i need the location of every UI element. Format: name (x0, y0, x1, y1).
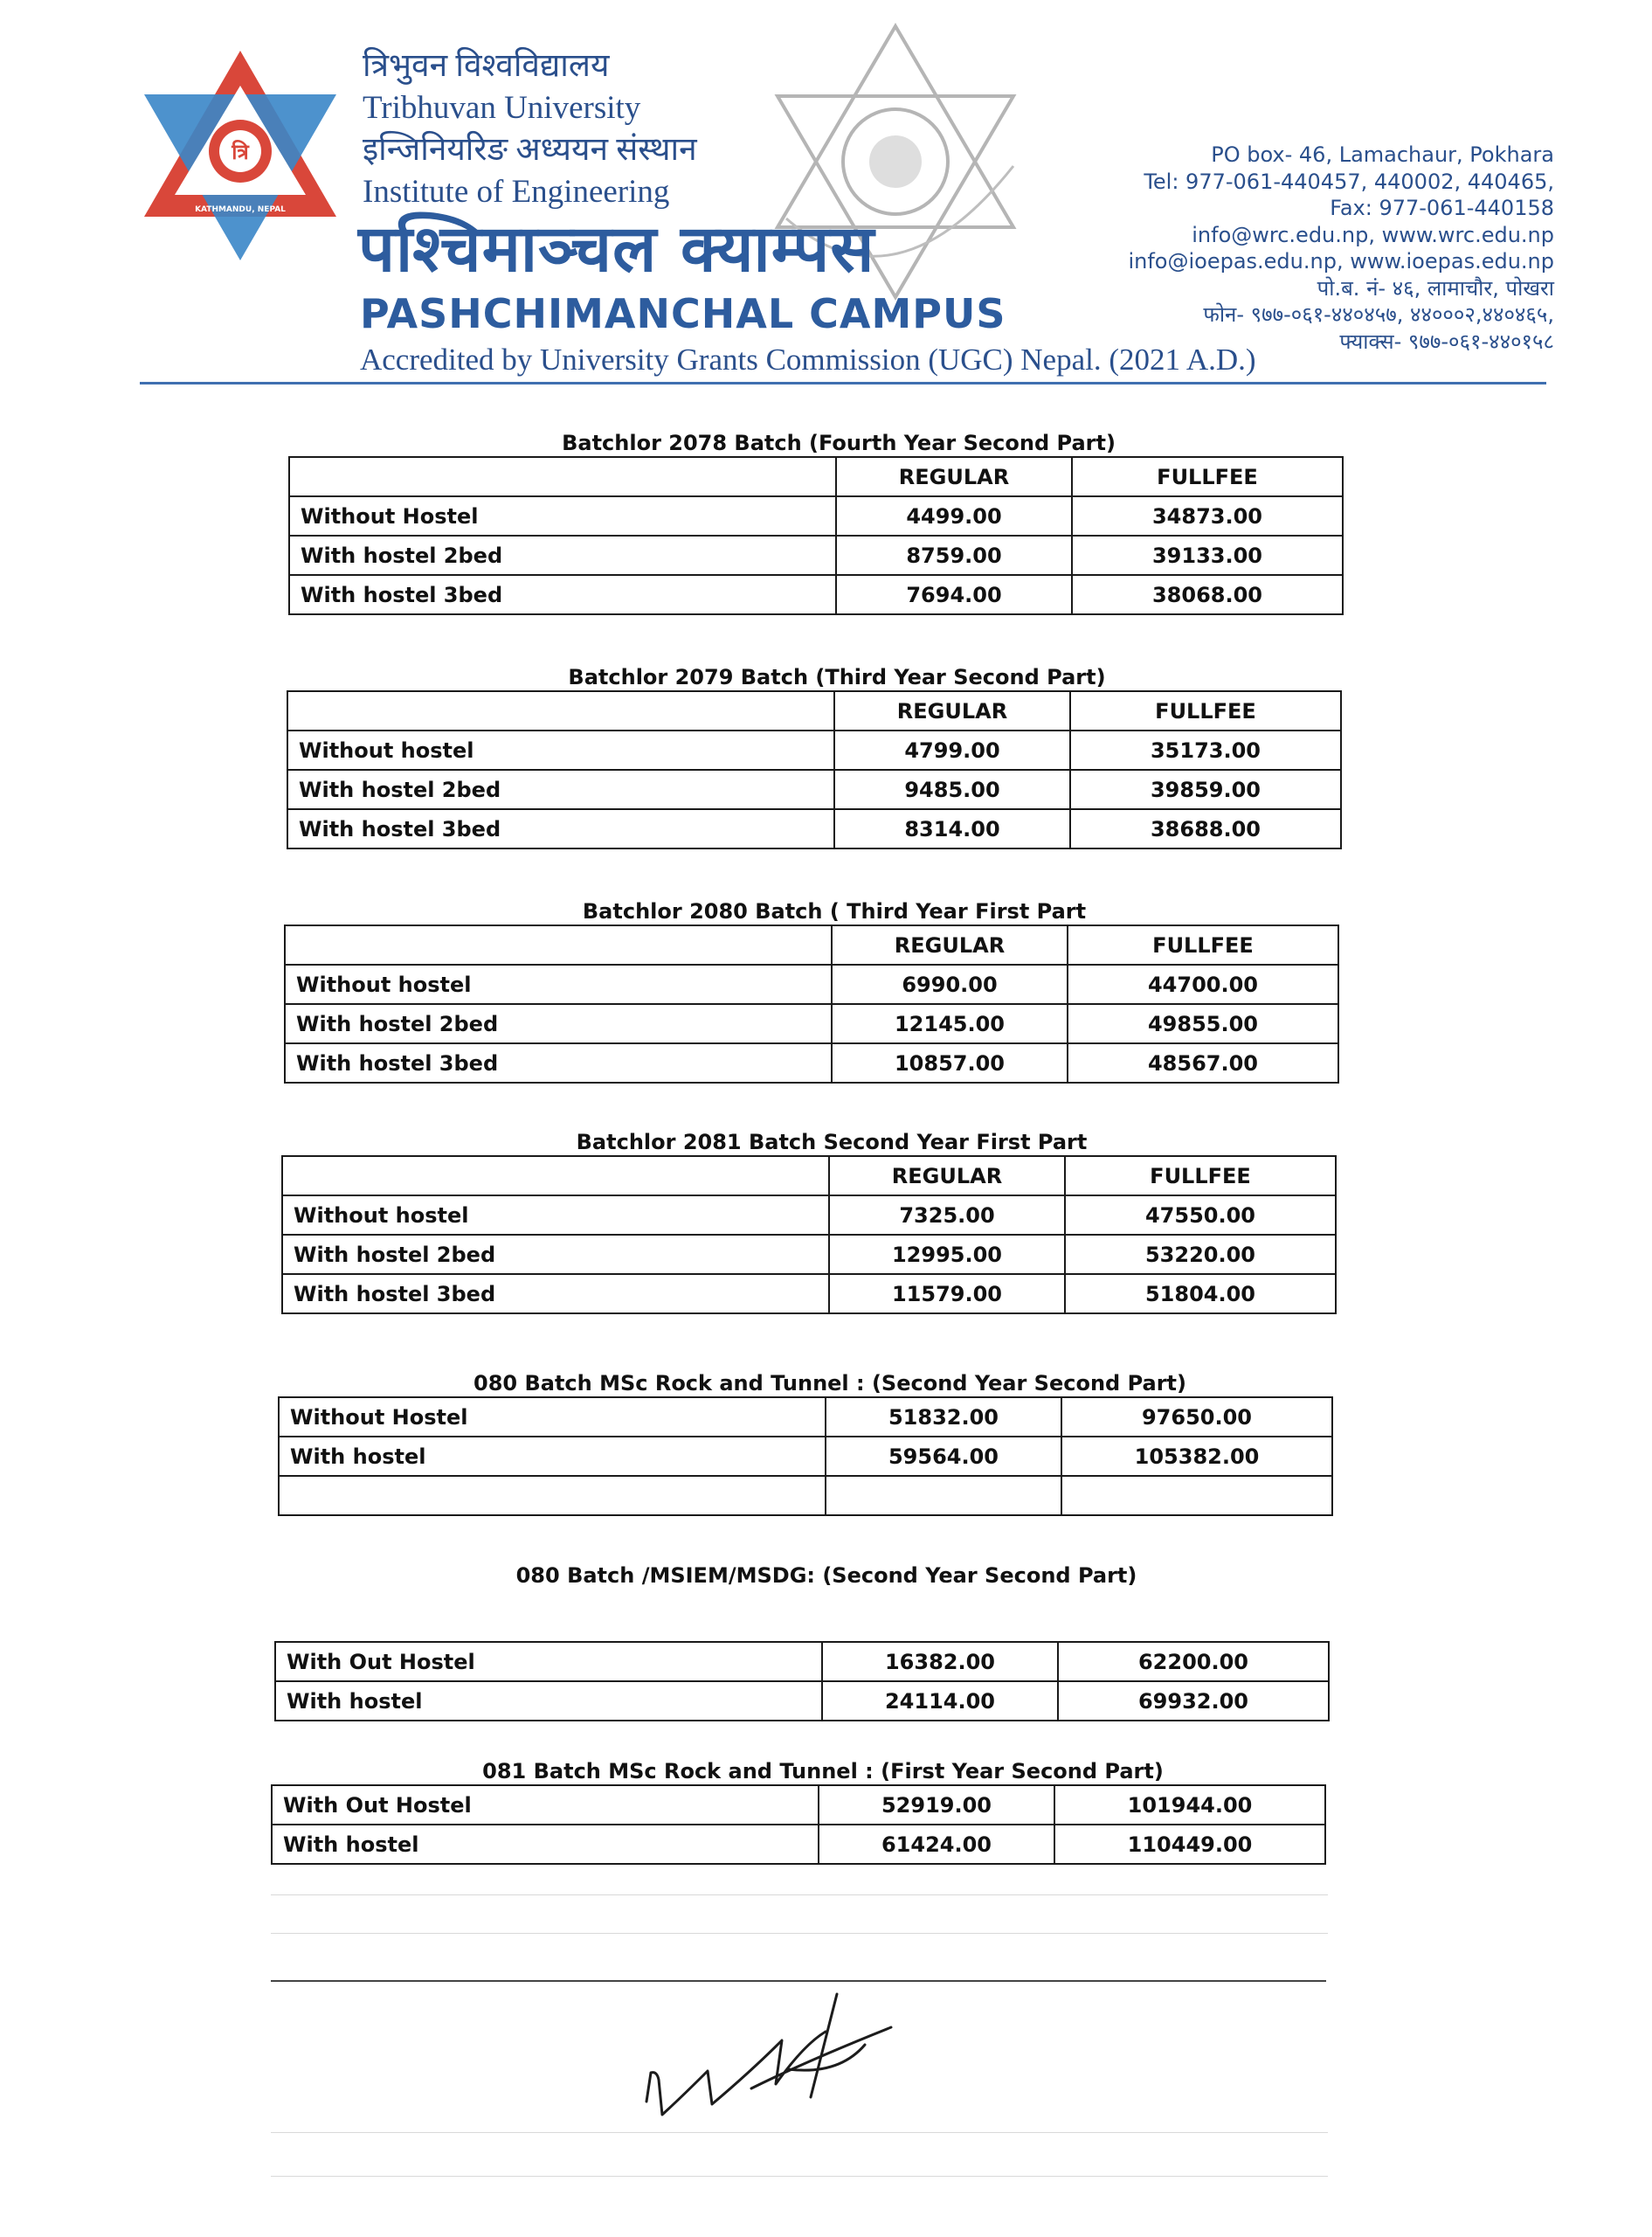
table-header-row (282, 1156, 1336, 1195)
campus-name-np: पश्चिमाञ्चल क्याम्पस (358, 211, 875, 287)
university-name-en: Tribhuvan University (363, 90, 641, 126)
row-label: Without hostel (282, 1195, 829, 1235)
regular-fee: 10857.00 (832, 1043, 1068, 1083)
full-fee: 101944.00 (1054, 1785, 1325, 1825)
table-row (279, 1397, 1332, 1437)
row-label: With hostel 2bed (285, 1004, 832, 1043)
regular-fee: 4799.00 (834, 731, 1070, 770)
faint-rule (271, 2176, 1328, 2177)
regular-fee: 12995.00 (829, 1235, 1065, 1274)
row-label: With hostel 3bed (287, 809, 834, 848)
full-fee: 97650.00 (1061, 1397, 1332, 1437)
header-label-cell (289, 457, 836, 496)
row-label: With hostel 3bed (282, 1274, 829, 1313)
header-label-cell (285, 925, 832, 965)
regular-fee: 4499.00 (836, 496, 1072, 536)
row-label: With Out Hostel (272, 1785, 819, 1825)
full-fee: 49855.00 (1068, 1004, 1338, 1043)
full-fee: 51804.00 (1065, 1274, 1336, 1313)
table-row (285, 1043, 1338, 1083)
row-label: With hostel (272, 1825, 819, 1864)
fee-table-2080 (284, 925, 1339, 1084)
full-fee: 62200.00 (1058, 1642, 1329, 1681)
fee-table-msiem-msdg (274, 1641, 1330, 1721)
full-fee: 47550.00 (1065, 1195, 1336, 1235)
fee-table-2081 (281, 1155, 1337, 1314)
row-label: With hostel 3bed (289, 575, 836, 614)
full-fee: 44700.00 (1068, 965, 1338, 1004)
empty-row (279, 1476, 1332, 1515)
header-label-cell (287, 691, 834, 731)
letterhead-divider (140, 382, 1546, 384)
full-fee: 38068.00 (1072, 575, 1343, 614)
regular-fee: 51832.00 (826, 1397, 1061, 1437)
fee-table-2079 (287, 690, 1342, 849)
row-label: With hostel 3bed (285, 1043, 832, 1083)
fee-table-2078 (288, 456, 1344, 615)
university-logo (144, 51, 336, 260)
table-row (289, 496, 1343, 536)
table-header-row (289, 457, 1343, 496)
header-regular: REGULAR (829, 1156, 1065, 1195)
row-label: With hostel 2bed (289, 536, 836, 575)
contact-telephone: Tel: 977-061-440457, 440002, 440465, (1144, 169, 1554, 194)
table-row (287, 770, 1341, 809)
table-row (275, 1642, 1329, 1681)
regular-fee: 8759.00 (836, 536, 1072, 575)
full-fee: 48567.00 (1068, 1043, 1338, 1083)
section-title: Batchlor 2080 Batch ( Third Year First Part (582, 899, 1087, 924)
table-header-row (287, 691, 1341, 731)
fee-table-msc-rock-tunnel-081 (271, 1784, 1326, 1865)
table-row (279, 1437, 1332, 1476)
header-regular: REGULAR (836, 457, 1072, 496)
table-row (275, 1681, 1329, 1721)
campus-name-en: PASHCHIMANCHAL CAMPUS (360, 290, 1006, 337)
faint-rule (271, 1894, 1328, 1895)
section-title: Batchlor 2078 Batch (Fourth Year Second Part) (562, 431, 1116, 455)
table-header-row (285, 925, 1338, 965)
section-title: Batchlor 2081 Batch Second Year First Part (576, 1130, 1088, 1154)
regular-fee: 11579.00 (829, 1274, 1065, 1313)
svg-text:त्रि: त्रि (232, 140, 249, 164)
contact-address: PO box- 46, Lamachaur, Pokhara (1211, 142, 1554, 167)
table-row (289, 575, 1343, 614)
regular-fee: 9485.00 (834, 770, 1070, 809)
table-row (272, 1825, 1325, 1864)
signature-mark (629, 1992, 926, 2123)
fee-table-msc-rock-tunnel-080 (278, 1396, 1333, 1516)
table-row (282, 1235, 1336, 1274)
header-fullfee: FULLFEE (1065, 1156, 1336, 1195)
table-row (287, 809, 1341, 848)
full-fee: 35173.00 (1070, 731, 1341, 770)
table-row (289, 536, 1343, 575)
university-name-np: त्रिभुवन विश्वविद्यालय (363, 48, 610, 84)
row-label: With hostel 2bed (282, 1235, 829, 1274)
regular-fee: 61424.00 (819, 1825, 1054, 1864)
table-row (282, 1274, 1336, 1313)
header-fullfee: FULLFEE (1068, 925, 1338, 965)
contact-address-np: पो.ब. नं- ४६, लामाचौर, पोखरा (1317, 275, 1554, 301)
institute-name-en: Institute of Engineering (363, 174, 670, 210)
regular-fee: 24114.00 (822, 1681, 1058, 1721)
full-fee: 39133.00 (1072, 536, 1343, 575)
contact-fax-np: फ्याक्स- ९७७-०६१-४४०१५८ (1339, 329, 1554, 354)
section-title: 080 Batch MSc Rock and Tunnel : (Second Year Second Part) (473, 1371, 1186, 1396)
table-row (285, 1004, 1338, 1043)
row-label: With Out Hostel (275, 1642, 822, 1681)
full-fee: 38688.00 (1070, 809, 1341, 848)
row-label: Without hostel (285, 965, 832, 1004)
full-fee: 53220.00 (1065, 1235, 1336, 1274)
regular-fee: 7325.00 (829, 1195, 1065, 1235)
regular-fee: 6990.00 (832, 965, 1068, 1004)
header-fullfee: FULLFEE (1072, 457, 1343, 496)
table-row (285, 965, 1338, 1004)
contact-email-web-ioepas: info@ioepas.edu.np, www.ioepas.edu.np (1128, 249, 1554, 274)
faint-rule (271, 2132, 1328, 2133)
table-row (282, 1195, 1336, 1235)
contact-fax: Fax: 977-061-440158 (1330, 196, 1554, 220)
row-label: With hostel (275, 1681, 822, 1721)
row-label: Without Hostel (289, 496, 836, 536)
contact-telephone-np: फोन- ९७७-०६१-४४०४५७, ४४०००२,४४०४६५, (1203, 302, 1554, 327)
logo-text: KATHMANDU, NEPAL (195, 205, 286, 214)
full-fee: 39859.00 (1070, 770, 1341, 809)
full-fee: 69932.00 (1058, 1681, 1329, 1721)
row-label: With hostel 2bed (287, 770, 834, 809)
contact-block (1128, 142, 1554, 355)
regular-fee: 8314.00 (834, 809, 1070, 848)
row-label: With hostel (279, 1437, 826, 1476)
regular-fee: 52919.00 (819, 1785, 1054, 1825)
bottom-rule (271, 1980, 1326, 1982)
accreditation-line: Accredited by University Grants Commission (UGC) Nepal. (2021 A.D.) (360, 343, 1256, 377)
regular-fee: 59564.00 (826, 1437, 1061, 1476)
header-regular: REGULAR (832, 925, 1068, 965)
full-fee: 110449.00 (1054, 1825, 1325, 1864)
row-label: Without hostel (287, 731, 834, 770)
faint-rule (271, 1933, 1328, 1934)
regular-fee: 12145.00 (832, 1004, 1068, 1043)
header-fullfee: FULLFEE (1070, 691, 1341, 731)
regular-fee: 7694.00 (836, 575, 1072, 614)
section-title: 081 Batch MSc Rock and Tunnel : (First Year Second Part) (482, 1759, 1164, 1783)
header-regular: REGULAR (834, 691, 1070, 731)
section-title: Batchlor 2079 Batch (Third Year Second Part) (568, 665, 1106, 689)
row-label: Without Hostel (279, 1397, 826, 1437)
table-row (272, 1785, 1325, 1825)
section-title: 080 Batch /MSIEM/MSDG: (Second Year Second Part) (515, 1563, 1137, 1588)
full-fee: 34873.00 (1072, 496, 1343, 536)
header-label-cell (282, 1156, 829, 1195)
contact-email-web: info@wrc.edu.np, www.wrc.edu.np (1192, 222, 1554, 247)
institute-name-np: इन्जिनियरिङ अध्ययन संस्थान (363, 132, 697, 168)
full-fee: 105382.00 (1061, 1437, 1332, 1476)
table-row (287, 731, 1341, 770)
regular-fee: 16382.00 (822, 1642, 1058, 1681)
